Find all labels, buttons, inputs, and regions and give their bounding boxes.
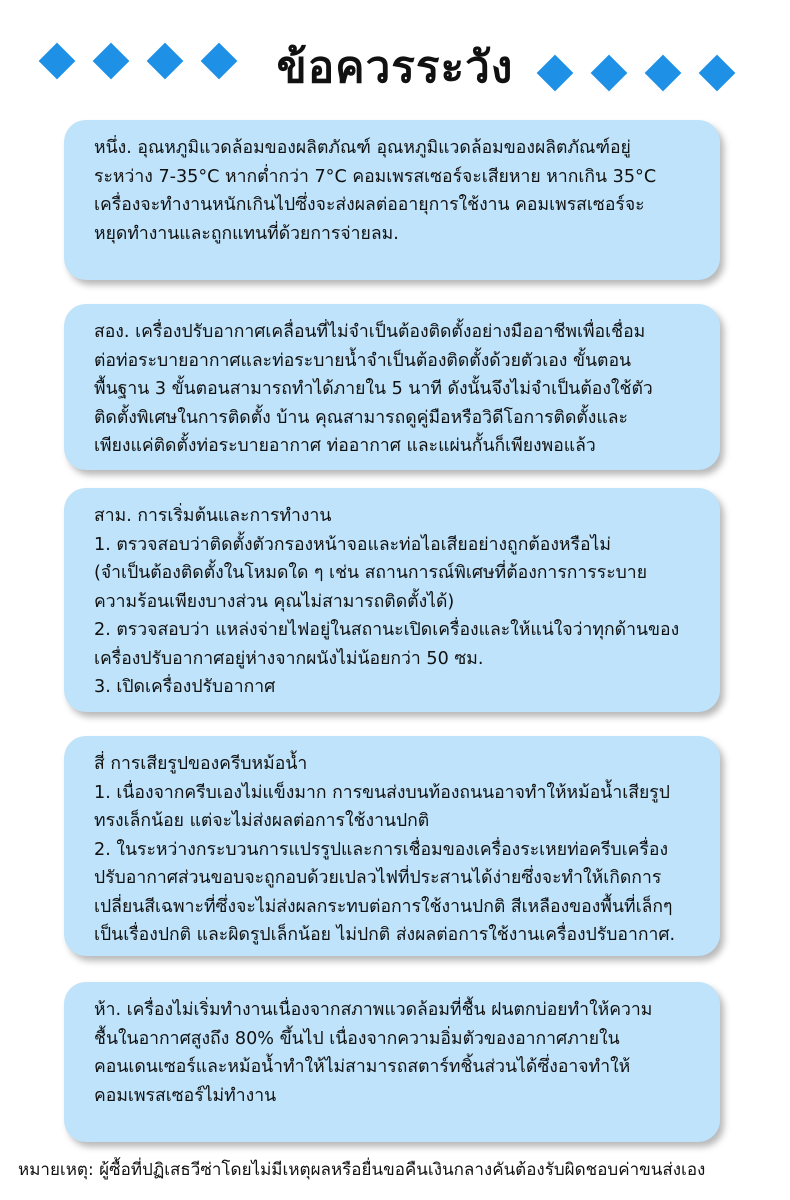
caution-card-4 — [64, 736, 720, 956]
card-text-line: หยุดทำงานและถูกแทนที่ด้วยการจ่ายลม. — [94, 223, 399, 244]
diamond-icon — [699, 55, 736, 92]
caution-card-1 — [64, 120, 720, 280]
card-text-line: ทรงเล็กน้อย แต่จะไม่ส่งผลต่อการใช้งานปกติ — [94, 811, 430, 831]
card-text-line: 1. ตรวจสอบว่าติดตั้งตัวกรองหน้าจอและท่อไอเสียอย่างถูกต้องหรือไม่ — [94, 534, 611, 555]
card-text-line: เปลี่ยนสีเฉพาะที่ซึ่งจะไม่ส่งผลกระทบต่อการใช้งานปกติ สีเหลืองของพื้นที่เล็กๆ — [94, 896, 673, 917]
diamond-icon — [645, 55, 682, 92]
footnote: หมายเหตุ: ผู้ซื้อที่ปฏิเสธวีซ่าโดยไม่มีเหตุผลหรือยื่นขอคืนเงินกลางคันต้องรับผิดชอบค่าขนส่งเอง — [18, 1160, 706, 1180]
card-text-line: หนึ่ง. อุณหภูมิแวดล้อมของผลิตภัณฑ์ อุณหภูมิแวดล้อมของผลิตภัณฑ์อยู่ — [94, 138, 631, 158]
card-text-line: 1. เนื่องจากครีบเองไม่แข็งมาก การขนส่งบนท้องถนนอาจทำให้หม้อน้ำเสียรูป — [94, 782, 670, 803]
card-text-line: เป็นเรื่องปกติ และผิดรูปเล็กน้อย ไม่ปกติ ส่งผลต่อการใช้งานเครื่องปรับอากาศ. — [94, 925, 676, 945]
card-text-line: ต่อท่อระบายอากาศและท่อระบายน้ำจำเป็นต้องติดตั้งด้วยตัวเอง ขั้นตอน — [94, 350, 632, 371]
diamond-icon — [591, 55, 628, 92]
caution-card-5 — [64, 982, 720, 1142]
card-text-line: ห้า. เครื่องไม่เริ่มทำงานเนื่องจากสภาพแวดล้อมที่ชื้น ฝนตกบ่อยทำให้ความ — [94, 1000, 653, 1020]
card-text-line: 2. ในระหว่างกระบวนการแปรรูปและการเชื่อมของเครื่องระเหยท่อครีบเครื่อง — [94, 839, 669, 860]
card-text-line: 3. เปิดเครื่องปรับอากาศ — [94, 677, 276, 697]
card-text-line: ชื้นในอากาศสูงถึง 80% ขึ้นไป เนื่องจากความอิ่มตัวของอากาศภายใน — [94, 1028, 620, 1049]
page-title: ข้อควรระวัง — [276, 42, 514, 93]
caution-card-3 — [64, 488, 720, 712]
card-text-line: ระหว่าง 7-35°C หากต่ำกว่า 7°C คอมเพรสเซอร์จะเสียหาย หากเกิน 35°C — [94, 166, 657, 187]
diamond-icon — [39, 43, 76, 80]
card-text-line: 2. ตรวจสอบว่า แหล่งจ่ายไฟอยู่ในสถานะเปิดเครื่องและให้แน่ใจว่าทุกด้านของ — [94, 620, 680, 640]
caution-card-2 — [64, 304, 720, 470]
card-text-line: คอนเดนเซอร์และหม้อน้ำทำให้ไม่สามารถสตาร์ทชิ้นส่วนได้ซึ่งอาจทำให้ — [94, 1057, 631, 1077]
card-text-line: ความร้อนเพียงบางส่วน คุณไม่สามารถติดตั้งได้) — [94, 591, 455, 612]
diamond-icon — [93, 43, 130, 80]
card-text-line: ติดตั้งพิเศษในการติดตั้ง บ้าน คุณสามารถดูคู่มือหรือวิดีโอการติดตั้งและ — [94, 407, 628, 428]
card-text-line: พื้นฐาน 3 ขั้นตอนสามารถทำได้ภายใน 5 นาที ดังนั้นจึงไม่จำเป็นต้องใช้ตัว — [94, 379, 653, 399]
card-text-line: เพียงแค่ติดตั้งท่อระบายอากาศ ท่ออากาศ และแผ่นกั้นก็เพียงพอแล้ว — [94, 436, 596, 456]
card-text-line: สี่ การเสียรูปของครีบหม้อน้ำ — [94, 754, 308, 774]
card-text-line: เครื่องจะทำงานหนักเกินไปซึ่งจะส่งผลต่ออายุการใช้งาน คอมเพรสเซอร์จะ — [94, 195, 645, 215]
header — [0, 30, 790, 110]
card-text-line: สาม. การเริ่มต้นและการทำงาน — [94, 506, 332, 526]
card-text-line: ปรับอากาศส่วนขอบจะถูกอบด้วยเปลวไฟที่ประสานได้ง่ายซึ่งจะทำให้เกิดการ — [94, 868, 662, 888]
diamond-icon — [147, 43, 184, 80]
card-text-line: สอง. เครื่องปรับอากาศเคลื่อนที่ไม่จำเป็นต้องติดตั้งอย่างมืออาชีพเพื่อเชื่อม — [94, 322, 646, 342]
card-text-line: คอมเพรสเซอร์ไม่ทำงาน — [94, 1085, 277, 1106]
card-text-line: เครื่องปรับอากาศอยู่ห่างจากผนังไม่น้อยกว่า 50 ซม. — [94, 648, 484, 669]
card-text-line: (จำเป็นต้องติดตั้งในโหมดใด ๆ เช่น สถานการณ์พิเศษที่ต้องการการระบาย — [94, 563, 648, 583]
